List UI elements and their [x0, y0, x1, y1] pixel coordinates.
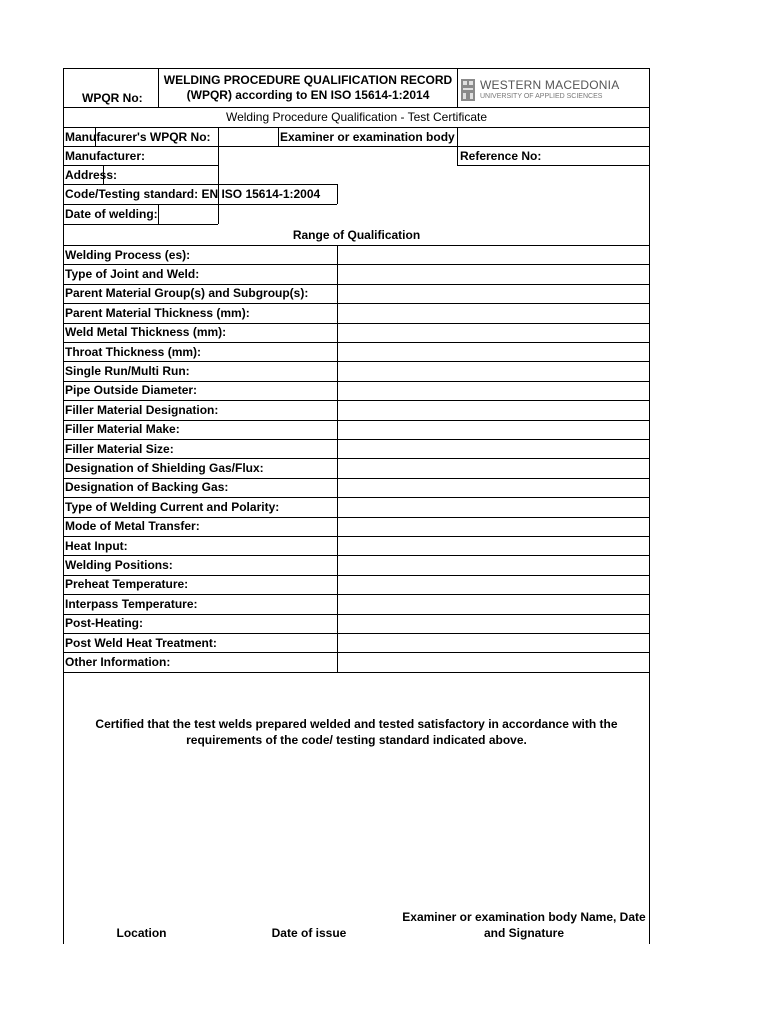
record-title-line2: (WPQR) according to EN ISO 15614-1:2014 — [186, 88, 430, 102]
address-label: Address: — [65, 168, 118, 182]
qualification-row-label: Mode of Metal Transfer: — [65, 519, 200, 534]
qualification-row-label: Preheat Temperature: — [65, 577, 189, 592]
manufacturer-label: Manufacturer: — [65, 149, 146, 163]
qualification-row-label: Filler Material Designation: — [65, 402, 219, 417]
row-divider — [64, 614, 649, 615]
qualification-row-label: Welding Positions: — [65, 557, 173, 572]
wpqr-form — [63, 68, 650, 944]
certificate-title: Welding Procedure Qualification - Test Certificate — [225, 110, 487, 124]
qualification-row-label: Type of Welding Current and Polarity: — [65, 499, 280, 514]
qualification-row-label: Parent Material Thickness (mm): — [65, 305, 250, 320]
university-logo — [461, 77, 641, 107]
record-title-line1: WELDING PROCEDURE QUALIFICATION RECORD — [163, 73, 453, 87]
examiner-signature-line2: and Signature — [483, 926, 564, 940]
certification-line2: requirements of the code/ testing standard indicated above. — [186, 733, 527, 747]
date-of-welding-label: Date of welding: — [65, 207, 158, 221]
qualification-row-label: Type of Joint and Weld: — [65, 266, 200, 281]
qualification-row-label: Heat Input: — [65, 538, 128, 553]
range-of-qualification-title: Range of Qualification — [292, 228, 421, 242]
logo-subtitle: UNIVERSITY OF APPLIED SCIENCES — [480, 93, 603, 100]
qualification-row-label: Interpass Temperature: — [65, 596, 198, 611]
code-standard-label: Code/Testing standard: EN ISO 15614-1:2004 — [65, 187, 321, 201]
qualification-row-label: Parent Material Group(s) and Subgroup(s): — [65, 286, 309, 301]
wpqr-no-label: WPQR No: — [82, 91, 143, 105]
header-divider-right — [457, 69, 458, 107]
qualification-row-label: Filler Material Size: — [65, 441, 174, 456]
logo-name: WESTERN MACEDONIA — [480, 78, 620, 92]
header-divider-left — [158, 69, 159, 107]
date-of-issue-label: Date of issue — [271, 926, 347, 940]
row-divider — [64, 672, 649, 673]
examiner-label: Examiner or examination body — [280, 130, 455, 144]
qualification-row-label: Filler Material Make: — [65, 422, 180, 437]
examiner-signature-line1: Examiner or examination body Name, Date — [402, 910, 646, 924]
qualification-row-label: Weld Metal Thickness (mm): — [65, 325, 227, 340]
qualification-row-label: Post Weld Heat Treatment: — [65, 635, 217, 650]
qualification-row-label: Welding Process (es): — [65, 247, 191, 262]
qualification-row-label: Designation of Shielding Gas/Flux: — [65, 460, 264, 475]
qualification-row-label: Throat Thickness (mm): — [65, 344, 202, 359]
qualification-row-label: Designation of Backing Gas: — [65, 480, 229, 495]
qualification-row-label: Pipe Outside Diameter: — [65, 383, 198, 398]
certification-line1: Certified that the test welds prepared welded and tested satisfactory in accordance with the — [95, 717, 618, 731]
qualification-row-label: Other Information: — [65, 654, 171, 669]
manufacturer-wpqr-no-label: Manufacurer's WPQR No: — [65, 130, 211, 144]
reference-no-label: Reference No: — [460, 149, 542, 163]
row-divider — [64, 536, 649, 537]
qualification-row-label: Single Run/Multi Run: — [65, 363, 190, 378]
university-crest-icon — [461, 79, 475, 101]
qualification-row-label: Post-Heating: — [65, 616, 143, 631]
location-label: Location — [116, 926, 167, 940]
